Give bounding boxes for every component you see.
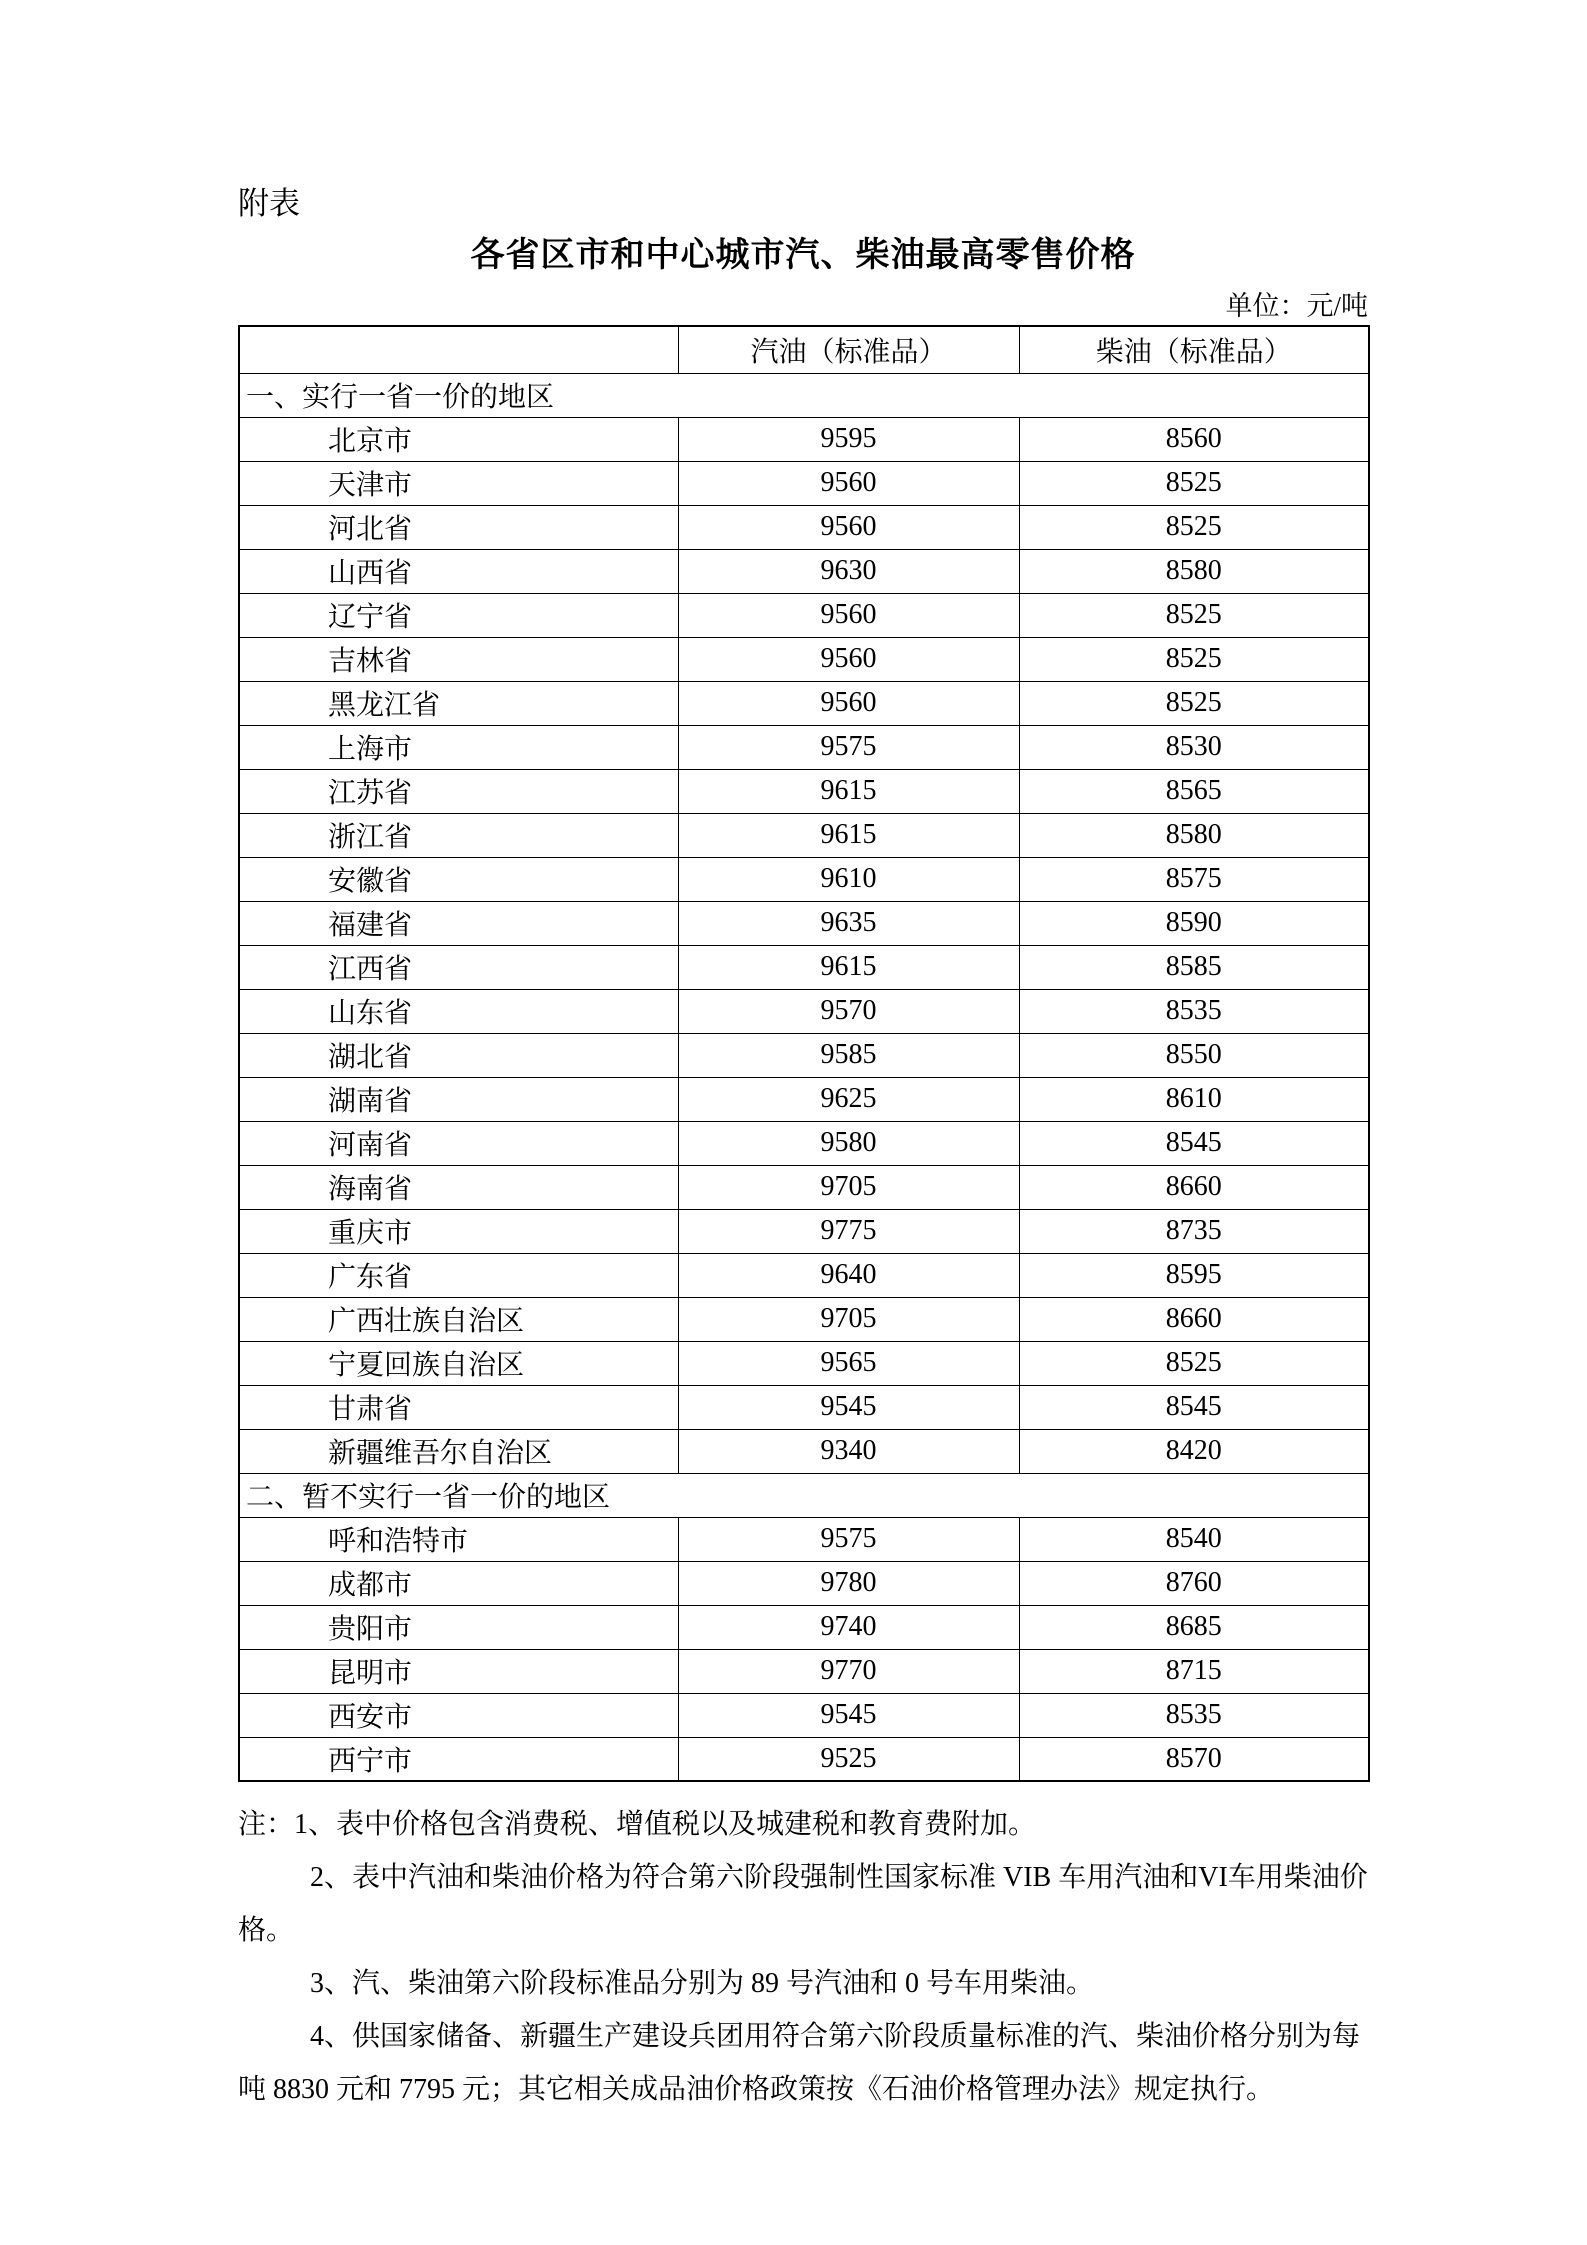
province-cell: 甘肃省 [239,1385,678,1429]
table-row [239,461,1369,505]
diesel-price-cell: 8525 [1019,637,1369,681]
province-cell: 河北省 [239,505,678,549]
note-line: 吨 8830 元和 7795 元；其它相关成品油价格政策按《石油价格管理办法》规定执行。 [238,2074,1275,2105]
unit-label: 单位：元/吨 [1225,291,1368,321]
gasoline-price-cell: 9585 [678,1033,1019,1077]
diesel-price-cell: 8660 [1019,1297,1369,1341]
province-cell: 吉林省 [239,637,678,681]
province-cell: 新疆维吾尔自治区 [239,1429,678,1473]
diesel-price-cell: 8590 [1019,901,1369,945]
table-row [239,989,1369,1033]
province-cell: 重庆市 [239,1209,678,1253]
diesel-price-cell: 8545 [1019,1385,1369,1429]
table-row [239,1253,1369,1297]
gasoline-price-cell: 9625 [678,1077,1019,1121]
table-row [239,1209,1369,1253]
diesel-price-cell: 8420 [1019,1429,1369,1473]
gasoline-price-cell: 9560 [678,461,1019,505]
province-cell: 宁夏回族自治区 [239,1341,678,1385]
diesel-price-cell: 8760 [1019,1561,1369,1605]
province-cell: 江西省 [239,945,678,989]
gasoline-price-cell: 9595 [678,417,1019,461]
gasoline-price-cell: 9610 [678,857,1019,901]
table-row [239,1165,1369,1209]
gasoline-price-cell: 9570 [678,989,1019,1033]
province-cell: 昆明市 [239,1649,678,1693]
document-page [238,0,1368,2116]
gasoline-price-cell: 9575 [678,725,1019,769]
col-header-region [239,326,678,373]
province-cell: 湖南省 [239,1077,678,1121]
gasoline-price-cell: 9565 [678,1341,1019,1385]
diesel-price-cell: 8595 [1019,1253,1369,1297]
col-header-diesel: 柴油（标准品） [1019,326,1369,373]
page-title: 各省区市和中心城市汽、柴油最高零售价格 [470,236,1136,274]
province-cell: 西安市 [239,1693,678,1737]
diesel-price-cell: 8525 [1019,681,1369,725]
table-row [239,901,1369,945]
attachment-label: 附表 [238,186,300,221]
table-row [239,1517,1369,1561]
gasoline-price-cell: 9575 [678,1517,1019,1561]
province-cell: 成都市 [239,1561,678,1605]
diesel-price-cell: 8660 [1019,1165,1369,1209]
diesel-price-cell: 8565 [1019,769,1369,813]
gasoline-price-cell: 9615 [678,769,1019,813]
table-row [239,1385,1369,1429]
table-row [239,505,1369,549]
province-cell: 西宁市 [239,1737,678,1781]
gasoline-price-cell: 9340 [678,1429,1019,1473]
diesel-price-cell: 8535 [1019,1693,1369,1737]
province-cell: 福建省 [239,901,678,945]
province-cell: 湖北省 [239,1033,678,1077]
table-header-row [239,326,1369,373]
gasoline-price-cell: 9525 [678,1737,1019,1781]
table-row [239,725,1369,769]
province-cell: 上海市 [239,725,678,769]
diesel-price-cell: 8610 [1019,1077,1369,1121]
province-cell: 海南省 [239,1165,678,1209]
section-header-row [239,373,1369,417]
province-cell: 山东省 [239,989,678,1033]
gasoline-price-cell: 9740 [678,1605,1019,1649]
gasoline-price-cell: 9705 [678,1165,1019,1209]
province-cell: 贵阳市 [239,1605,678,1649]
section-header: 一、实行一省一价的地区 [239,373,1369,417]
table-row [239,1121,1369,1165]
diesel-price-cell: 8530 [1019,725,1369,769]
section-header-row [239,1473,1369,1517]
diesel-price-cell: 8560 [1019,417,1369,461]
gasoline-price-cell: 9630 [678,549,1019,593]
table-row [239,1649,1369,1693]
province-cell: 广西壮族自治区 [239,1297,678,1341]
diesel-price-cell: 8525 [1019,505,1369,549]
gasoline-price-cell: 9545 [678,1385,1019,1429]
province-cell: 安徽省 [239,857,678,901]
diesel-price-cell: 8735 [1019,1209,1369,1253]
gasoline-price-cell: 9580 [678,1121,1019,1165]
gasoline-price-cell: 9560 [678,637,1019,681]
province-cell: 江苏省 [239,769,678,813]
diesel-price-cell: 8575 [1019,857,1369,901]
table-row [239,1693,1369,1737]
diesel-price-cell: 8540 [1019,1517,1369,1561]
gasoline-price-cell: 9615 [678,945,1019,989]
table-row [239,1033,1369,1077]
gasoline-price-cell: 9560 [678,505,1019,549]
table-row [239,417,1369,461]
province-cell: 广东省 [239,1253,678,1297]
province-cell: 浙江省 [239,813,678,857]
province-cell: 呼和浩特市 [239,1517,678,1561]
section-header: 二、暂不实行一省一价的地区 [239,1473,1369,1517]
gasoline-price-cell: 9640 [678,1253,1019,1297]
table-row [239,769,1369,813]
gasoline-price-cell: 9560 [678,681,1019,725]
gasoline-price-cell: 9560 [678,593,1019,637]
table-row [239,681,1369,725]
diesel-price-cell: 8525 [1019,1341,1369,1385]
table-row [239,593,1369,637]
gasoline-price-cell: 9705 [678,1297,1019,1341]
province-cell: 天津市 [239,461,678,505]
table-row [239,549,1369,593]
gasoline-price-cell: 9770 [678,1649,1019,1693]
gasoline-price-cell: 9775 [678,1209,1019,1253]
notes [238,1798,1368,2116]
table-row [239,1605,1369,1649]
table-row [239,1341,1369,1385]
note-line: 注：1、表中价格包含消费税、增值税以及城建税和教育费附加。 [238,1809,1037,1840]
table-row [239,857,1369,901]
diesel-price-cell: 8550 [1019,1033,1369,1077]
gasoline-price-cell: 9780 [678,1561,1019,1605]
gasoline-price-cell: 9545 [678,1693,1019,1737]
note-line: 3、汽、柴油第六阶段标准品分别为 89 号汽油和 0 号车用柴油。 [310,1968,1095,1999]
diesel-price-cell: 8580 [1019,813,1369,857]
table-row [239,1297,1369,1341]
note-line: 格。 [238,1915,295,1946]
table-row [239,1077,1369,1121]
diesel-price-cell: 8715 [1019,1649,1369,1693]
diesel-price-cell: 8535 [1019,989,1369,1033]
table-row [239,813,1369,857]
gasoline-price-cell: 9635 [678,901,1019,945]
gasoline-price-cell: 9615 [678,813,1019,857]
diesel-price-cell: 8585 [1019,945,1369,989]
province-cell: 黑龙江省 [239,681,678,725]
note-line: 2、表中汽油和柴油价格为符合第六阶段强制性国家标准 VIB 车用汽油和VI车用柴油价 [310,1862,1368,1893]
province-cell: 辽宁省 [239,593,678,637]
table-row [239,637,1369,681]
diesel-price-cell: 8525 [1019,593,1369,637]
province-cell: 河南省 [239,1121,678,1165]
diesel-price-cell: 8685 [1019,1605,1369,1649]
price-table [238,325,1370,1782]
table-row [239,1429,1369,1473]
diesel-price-cell: 8580 [1019,549,1369,593]
table-row [239,945,1369,989]
diesel-price-cell: 8570 [1019,1737,1369,1781]
note-line: 4、供国家储备、新疆生产建设兵团用符合第六阶段质量标准的汽、柴油价格分别为每 [310,2021,1361,2052]
table-row [239,1561,1369,1605]
diesel-price-cell: 8525 [1019,461,1369,505]
province-cell: 北京市 [239,417,678,461]
diesel-price-cell: 8545 [1019,1121,1369,1165]
province-cell: 山西省 [239,549,678,593]
table-row [239,1737,1369,1781]
col-header-gasoline: 汽油（标准品） [678,326,1019,373]
